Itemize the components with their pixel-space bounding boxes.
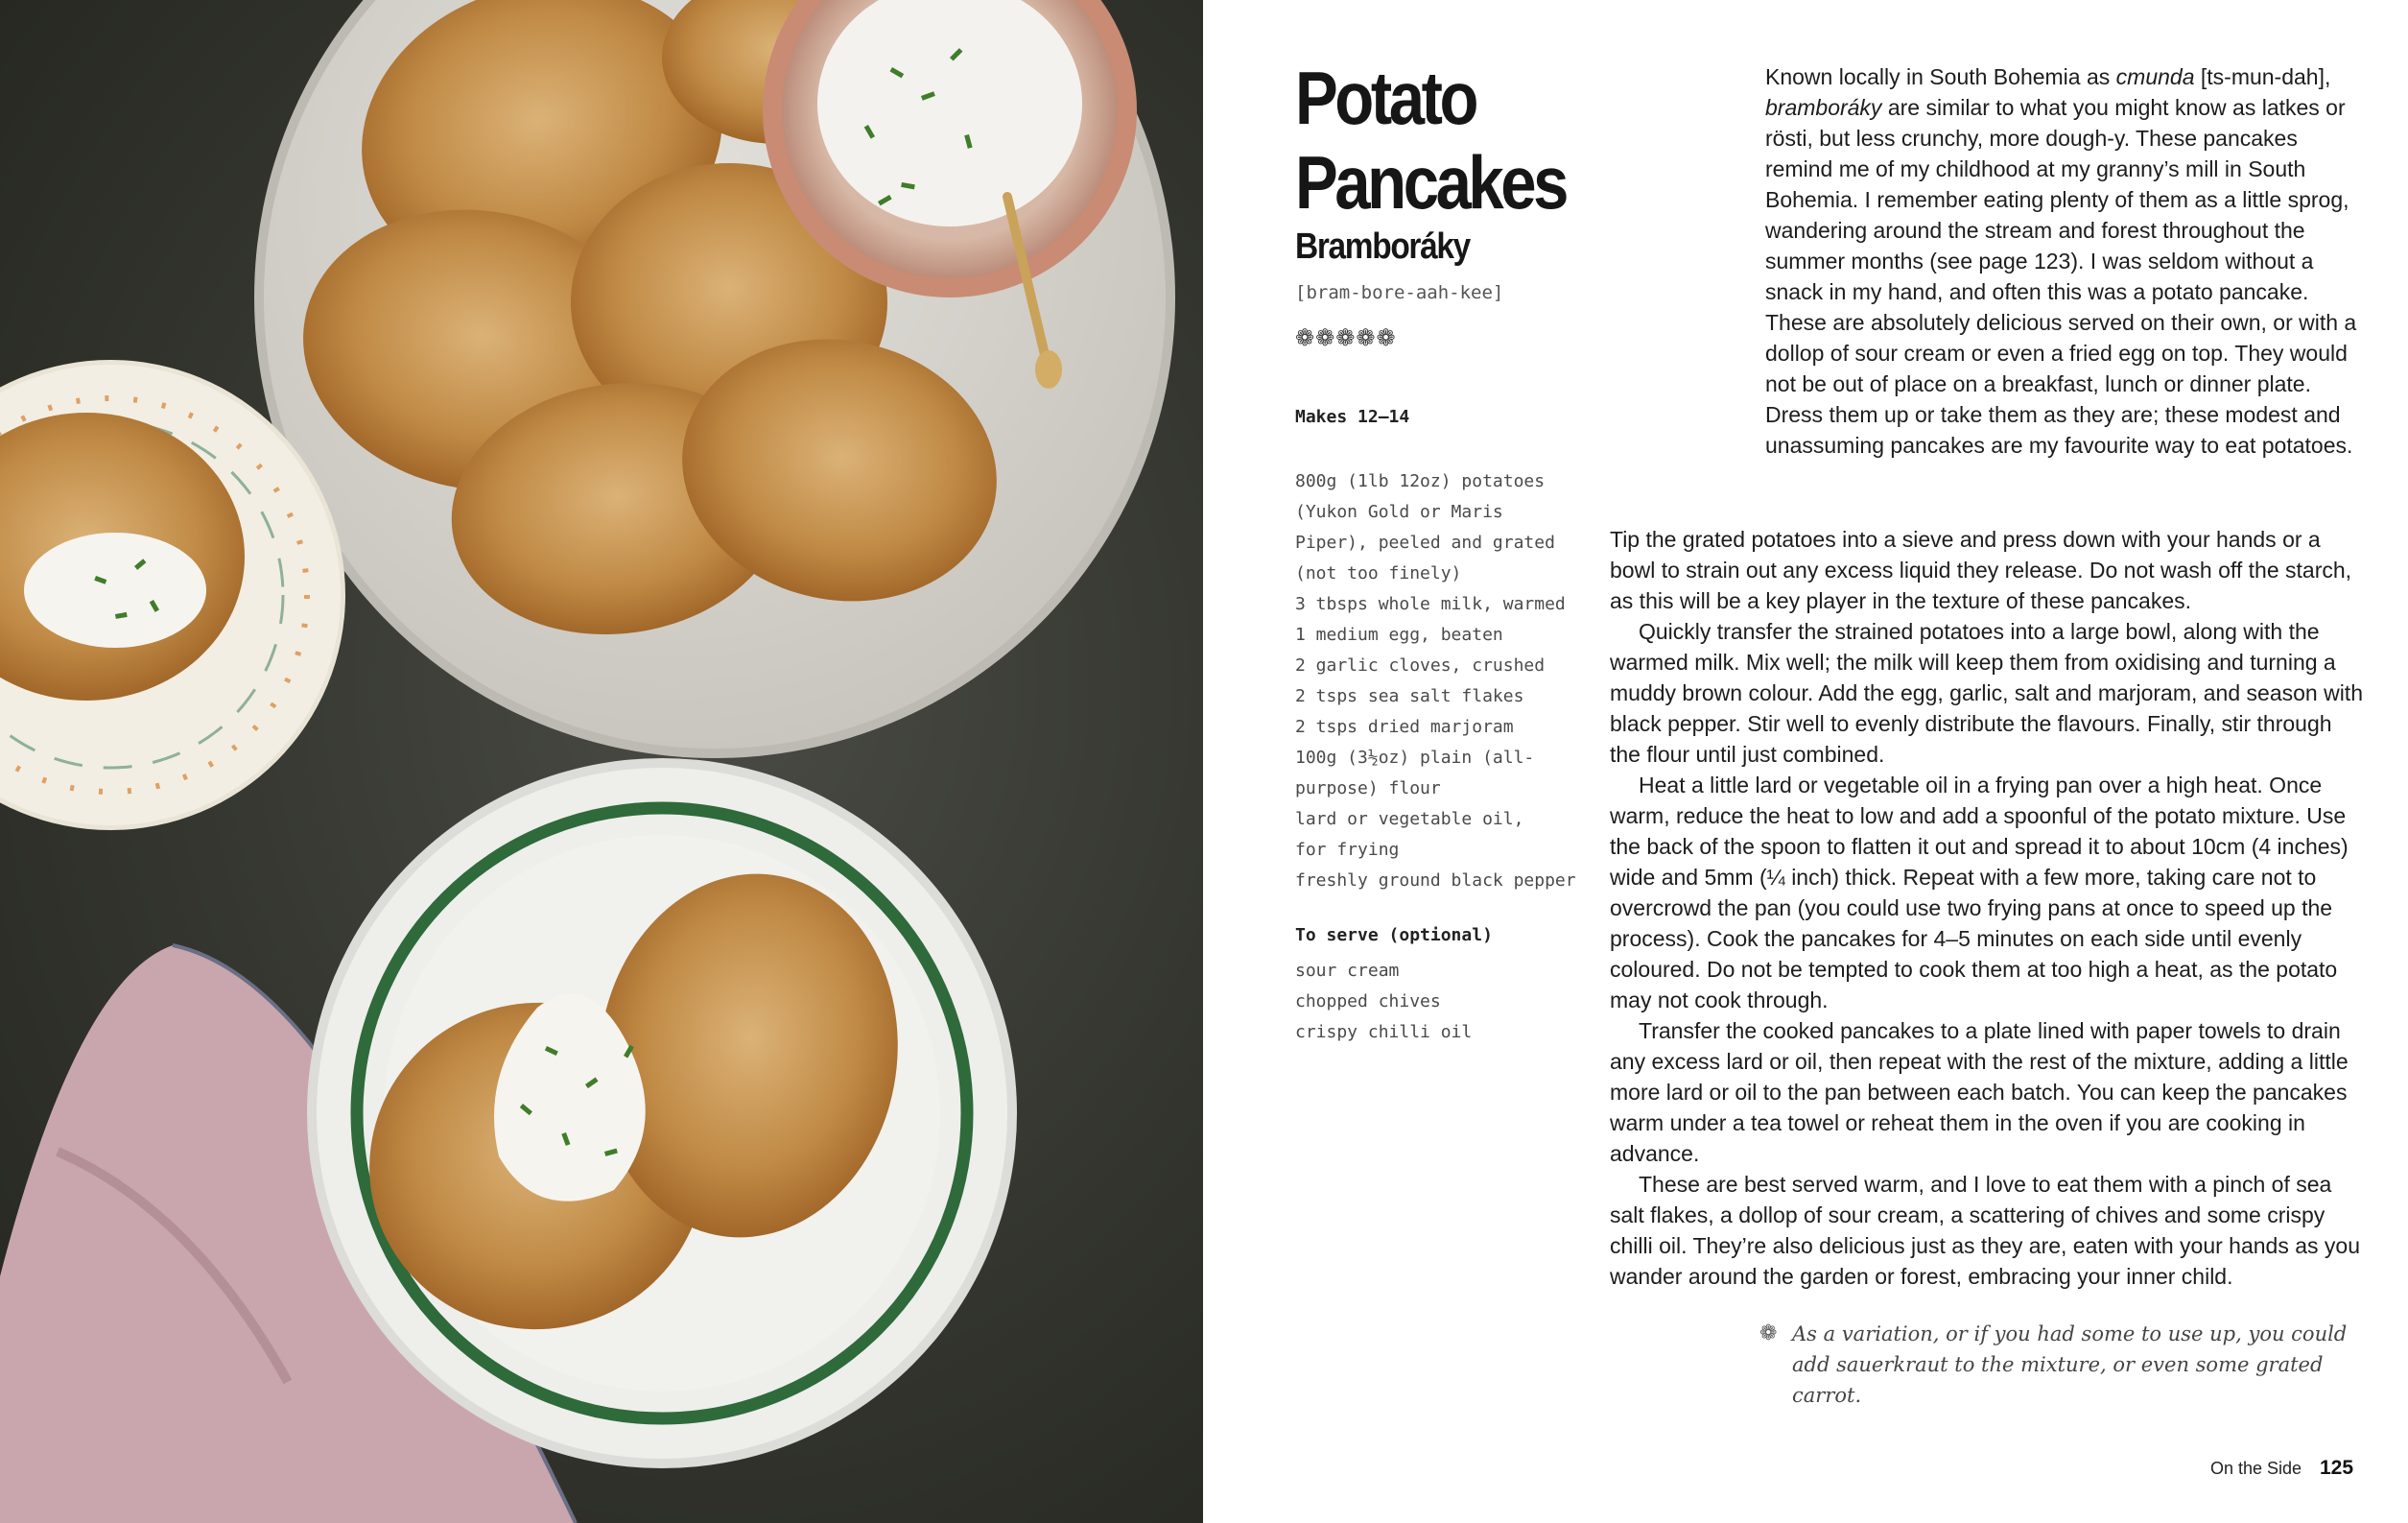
intro-term-bramboraky: bramboráky xyxy=(1765,95,1882,120)
title-line-2: Pancakes xyxy=(1295,140,1567,225)
intro-lead: Known locally in South Bohemia as xyxy=(1765,64,2116,89)
ingredient-line: 3 tbsps whole milk, warmed xyxy=(1295,594,1566,614)
variation-note xyxy=(1759,1319,2377,1411)
ingredients-list xyxy=(1295,466,1583,896)
footer-section-name: On the Side xyxy=(2210,1459,2302,1478)
ingredient-line: Piper), peeled and grated xyxy=(1295,533,1555,553)
food-photo-icon xyxy=(0,0,1203,1523)
recipe-subtitle: Bramboráky xyxy=(1295,226,1470,267)
recipe-photo xyxy=(0,0,1203,1523)
method-paragraph: Quickly transfer the strained potatoes into a large bowl, along with the warmed milk. Mix well; the milk will keep them from oxidising and turning a muddy brown colour. Add the egg, garlic, salt and marjoram, and season with black pepper. Stir well to evenly distribute the flavours. Finally, stir through the flour until just combined. xyxy=(1610,619,2363,767)
ingredient-line: for frying xyxy=(1295,840,1400,860)
ingredient-line: 2 garlic cloves, crushed xyxy=(1295,655,1546,676)
recipe-title xyxy=(1295,56,1641,225)
ingredient-line: 2 tsps sea salt flakes xyxy=(1295,686,1524,706)
striped-plate xyxy=(307,758,1017,1468)
ingredient-line: 800g (1lb 12oz) potatoes xyxy=(1295,471,1546,491)
method-paragraph: Tip the grated potatoes into a sieve and press down with your hands or a bowl to strain out any excess liquid they release. Do not wash off the starch, as this will be a key player in the texture of these pancakes. xyxy=(1610,527,2352,613)
page-number: 125 xyxy=(2320,1457,2354,1479)
ingredient-line: 1 medium egg, beaten xyxy=(1295,625,1503,645)
difficulty-icons: ❁❁❁❁❁ xyxy=(1295,324,1397,351)
variation-text: As a variation, or if you had some to use up, you could add sauerkraut to the mixture, or even some grated carrot. xyxy=(1792,1322,2348,1407)
pronunciation: [bram-bore-aah-kee] xyxy=(1295,282,1504,303)
ingredient-line: (Yukon Gold or Maris xyxy=(1295,502,1503,522)
method-steps xyxy=(1610,524,2368,1292)
title-line-1: Potato xyxy=(1295,56,1476,140)
intro-paragraph xyxy=(1765,61,2360,461)
serve-item: crispy chilli oil xyxy=(1295,1022,1473,1042)
serve-item: chopped chives xyxy=(1295,991,1441,1011)
serve-item: sour cream xyxy=(1295,961,1400,981)
method-paragraph: Transfer the cooked pancakes to a plate lined with paper towels to drain any excess lard or oil, then repeat with the rest of the mixture, adding a little more lard or oil to the pan between each batch. You can keep the pancakes warm under a tea towel or reheat them in the oven if you are cooking in advance. xyxy=(1610,1018,2349,1166)
flower-icon: ❁ xyxy=(1759,1321,1778,1345)
method-paragraph: Heat a little lard or vegetable oil in a frying pan over a high heat. Once warm, reduce the heat to low and add a spoonful of the potato mixture. Use the back of the spoon to flatten it out and spread it to about 10cm (4 inches) wide and 5mm (¼ inch) thick. Repeat with a few more, taking care not to overcrowd the pan (you could use two frying pans at once to speed up the process). Cook the pancakes for 4–5 minutes on each side until evenly coloured. Do not be tempted to cook them at too high a heat, as the potato may not cook through. xyxy=(1610,773,2349,1012)
recipe-page xyxy=(1203,0,2408,1523)
to-serve-heading: To serve (optional) xyxy=(1295,925,1493,945)
to-serve-list xyxy=(1295,956,1472,1048)
intro-term-pron: [ts-mun-dah], xyxy=(2194,64,2331,89)
ingredient-line: 100g (3½oz) plain (all- xyxy=(1295,748,1535,768)
ingredient-line: freshly ground black pepper xyxy=(1295,870,1576,891)
intro-term-cmunda: cmunda xyxy=(2115,64,2195,89)
yield: Makes 12–14 xyxy=(1295,407,1410,427)
ingredient-line: 2 tsps dried marjoram xyxy=(1295,717,1514,737)
ingredient-line: lard or vegetable oil, xyxy=(1295,809,1524,829)
intro-body: are similar to what you might know as latkes or rösti, but less crunchy, more dough-y. These pancakes remind me of my childhood at my granny’s mill in South Bohemia. I remember eating plenty of them as a little sprog, wandering around the stream and forest throughout the summer months (see page 123). I was seldom without a snack in my hand, and often this was a potato pancake. These are absolutely delicious served on their own, or with a dollop of sour cream or even a fried egg on top. They would not be out of place on a breakfast, lunch or dinner plate. Dress them up or take them as they are; these modest and unassuming pancakes are my favourite way to eat potatoes. xyxy=(1765,95,2357,458)
method-paragraph: These are best served warm, and I love to eat them with a pinch of sea salt flakes, a dollop of sour cream, a scattering of chives and some crispy chilli oil. They’re also delicious just as they are, eaten with your hands as you wander around the garden or forest, embracing your inner child. xyxy=(1610,1172,2360,1289)
ingredient-line: purpose) flour xyxy=(1295,778,1441,798)
ingredient-line: (not too finely) xyxy=(1295,563,1462,583)
